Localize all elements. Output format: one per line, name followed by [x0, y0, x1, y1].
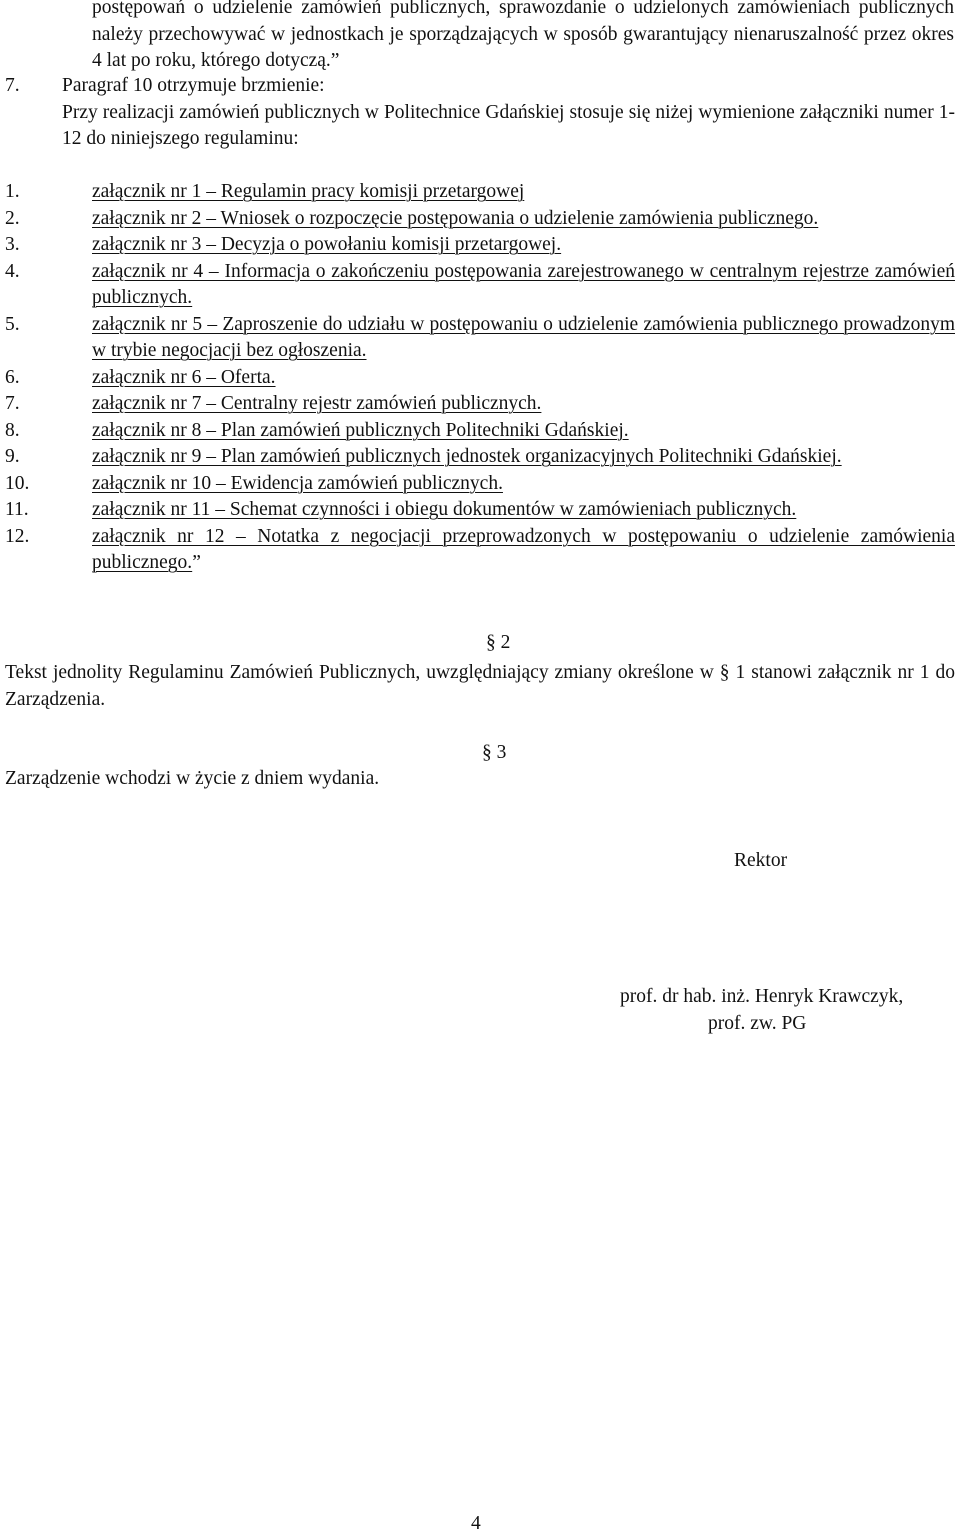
page-number: 4 [471, 1513, 481, 1534]
list-item-number: 7. [5, 393, 20, 414]
section-7-number: 7. [5, 75, 20, 96]
list-item [5, 312, 955, 365]
paragraph-2-mark: § 2 [486, 632, 511, 653]
list-item [5, 497, 955, 524]
signature-name-line1: prof. dr hab. inż. Henryk Krawczyk, [620, 986, 904, 1007]
list-item [5, 444, 955, 471]
list-item [5, 418, 955, 445]
list-item-number: 10. [5, 472, 30, 494]
section-7-intro: Przy realizacji zamówień publicznych w Politechnice Gdańskiej stosuje się niżej wymienione załączniki numer 1-12 do niniejszego regulaminu: [62, 101, 955, 149]
intro-paragraph: postępowań o udzielenie zamówień publicznych, sprawozdanie o udzielonych zamówieniach publicznych należy przechowywać w jednostkach je sporządzających w sposób gwarantujący nienaruszalność przez okres 4 lat po roku, którego dotyczą.” [92, 0, 954, 71]
signature-title: Rektor [734, 850, 788, 871]
list-item [5, 179, 955, 206]
list-item-number: 9. [5, 446, 20, 467]
list-item-number: 12. [5, 525, 30, 547]
list-item [5, 391, 955, 418]
list-item [5, 259, 955, 312]
list-item-number: 8. [5, 419, 20, 441]
list-item-text: załącznik nr 12 – Notatka z negocjacji przeprowadzonych w postępowaniu o udzielenie zamówienia publicznego. [92, 525, 955, 573]
paragraph-3-text: Zarządzenie wchodzi w życie z dniem wydania. [5, 768, 380, 789]
signature-name-line2: prof. zw. PG [708, 1013, 807, 1034]
list-item-number: 11. [5, 499, 29, 520]
attachment-list [5, 179, 955, 577]
list-item-text: załącznik nr 11 – Schemat czynności i obiegu dokumentów w zamówieniach publicznych. [92, 499, 797, 520]
paragraph-2-text: Tekst jednolity Regulaminu Zamówień Publicznych, uwzględniający zmiany określone w § 1 stanowi załącznik nr 1 do Zarządzenia. [5, 662, 955, 710]
list-item-text: załącznik nr 6 – Oferta. [92, 366, 276, 388]
list-item-number: 4. [5, 260, 20, 282]
list-item-number: 5. [5, 313, 20, 335]
list-item [5, 524, 955, 577]
list-item-number: 1. [5, 181, 20, 202]
list-item-text: załącznik nr 9 – Plan zamówień publicznych jednostek organizacyjnych Politechniki Gdańskiej. [92, 446, 842, 467]
signature-name [620, 983, 960, 1037]
list-item [5, 365, 955, 392]
list-item-text: załącznik nr 1 – Regulamin pracy komisji przetargowej [92, 181, 525, 202]
list-item [5, 232, 955, 259]
list-item-text: załącznik nr 7 – Centralny rejestr zamówień publicznych. [92, 393, 542, 414]
list-item [5, 206, 955, 233]
list-item-text: załącznik nr 2 – Wniosek o rozpoczęcie postępowania o udzielenie zamówienia publicznego. [92, 207, 819, 229]
closing-quote: ” [192, 552, 201, 573]
list-item-number: 3. [5, 234, 20, 255]
list-item-text: załącznik nr 10 – Ewidencja zamówień publicznych. [92, 472, 503, 494]
list-item-text: załącznik nr 3 – Decyzja o powołaniu komisji przetargowej. [92, 234, 562, 255]
list-item-text: załącznik nr 5 – Zaproszenie do udziału w postępowaniu o udzielenie zamówienia publicznego prowadzonym w trybie negocjacji bez ogłoszenia. [92, 313, 955, 361]
paragraph-3-mark: § 3 [482, 742, 507, 763]
list-item-number: 2. [5, 207, 20, 229]
list-item-text: załącznik nr 8 – Plan zamówień publicznych Politechniki Gdańskiej. [92, 419, 629, 441]
list-item [5, 471, 955, 498]
list-item-number: 6. [5, 366, 20, 388]
list-item-text: załącznik nr 4 – Informacja o zakończeniu postępowania zarejestrowanego w centralnym rejestrze zamówień publicznych. [92, 260, 955, 308]
section-7-heading: Paragraf 10 otrzymuje brzmienie: [62, 75, 325, 96]
